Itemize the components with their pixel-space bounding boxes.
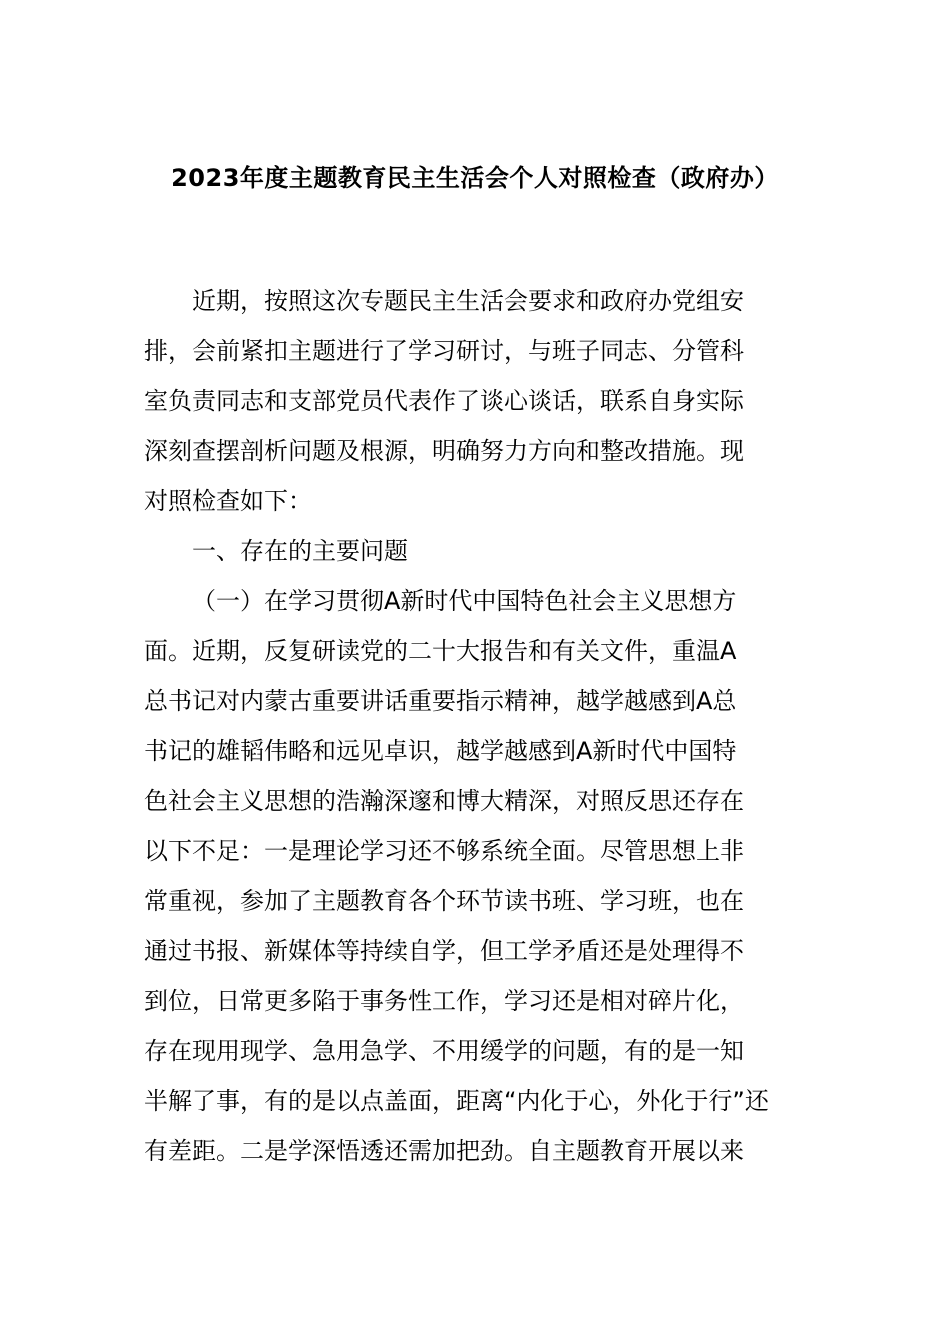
paragraph-line: 书记的雄韬伟略和远见卓识，越学越感到A新时代中国特: [144, 737, 737, 765]
section-heading-text: 一、存在的主要问题: [192, 537, 408, 565]
body-paragraph: [144, 576, 806, 1176]
paragraph-line: 总书记对内蒙古重要讲话重要指示精神，越学越感到A总: [144, 687, 737, 715]
paragraph-line: 存在现用现学、急用急学、不用缓学的问题，有的是一知: [144, 1037, 744, 1065]
document-title: 2023年度主题教育民主生活会个人对照检查（政府办）: [171, 164, 779, 192]
paragraph-line: 色社会主义思想的浩瀚深邃和博大精深，对照反思还存在: [144, 787, 744, 815]
paragraph-line: 通过书报、新媒体等持续自学，但工学矛盾还是处理得不: [144, 937, 744, 965]
paragraph-line: 以下不足：一是理论学习还不够系统全面。尽管思想上非: [144, 837, 744, 865]
paragraph-line: 深刻查摆剖析问题及根源，明确努力方向和整改措施。现: [144, 437, 744, 465]
section-heading: [144, 526, 806, 576]
paragraph-line: 到位，日常更多陷于事务性工作，学习还是相对碎片化，: [144, 987, 744, 1015]
paragraph-line: 对照检查如下：: [144, 487, 312, 515]
paragraph-line: 室负责同志和支部党员代表作了谈心谈话，联系自身实际: [144, 387, 744, 415]
intro-paragraph: [144, 276, 806, 526]
paragraph-line: 常重视，参加了主题教育各个环节读书班、学习班，也在: [144, 887, 744, 915]
paragraph-line: 近期，按照这次专题民主生活会要求和政府办党组安: [192, 287, 744, 315]
paragraph-line: 有差距。二是学深悟透还需加把劲。自主题教育开展以来: [144, 1137, 744, 1165]
paragraph-line: （一）在学习贯彻A新时代中国特色社会主义思想方: [192, 587, 737, 615]
paragraph-line: 半解了事，有的是以点盖面，距离“内化于心，外化于行”还: [144, 1087, 769, 1115]
paragraph-line: 面。近期，反复研读党的二十大报告和有关文件，重温A: [144, 637, 737, 665]
paragraph-line: 排，会前紧扣主题进行了学习研讨，与班子同志、分管科: [144, 337, 744, 365]
